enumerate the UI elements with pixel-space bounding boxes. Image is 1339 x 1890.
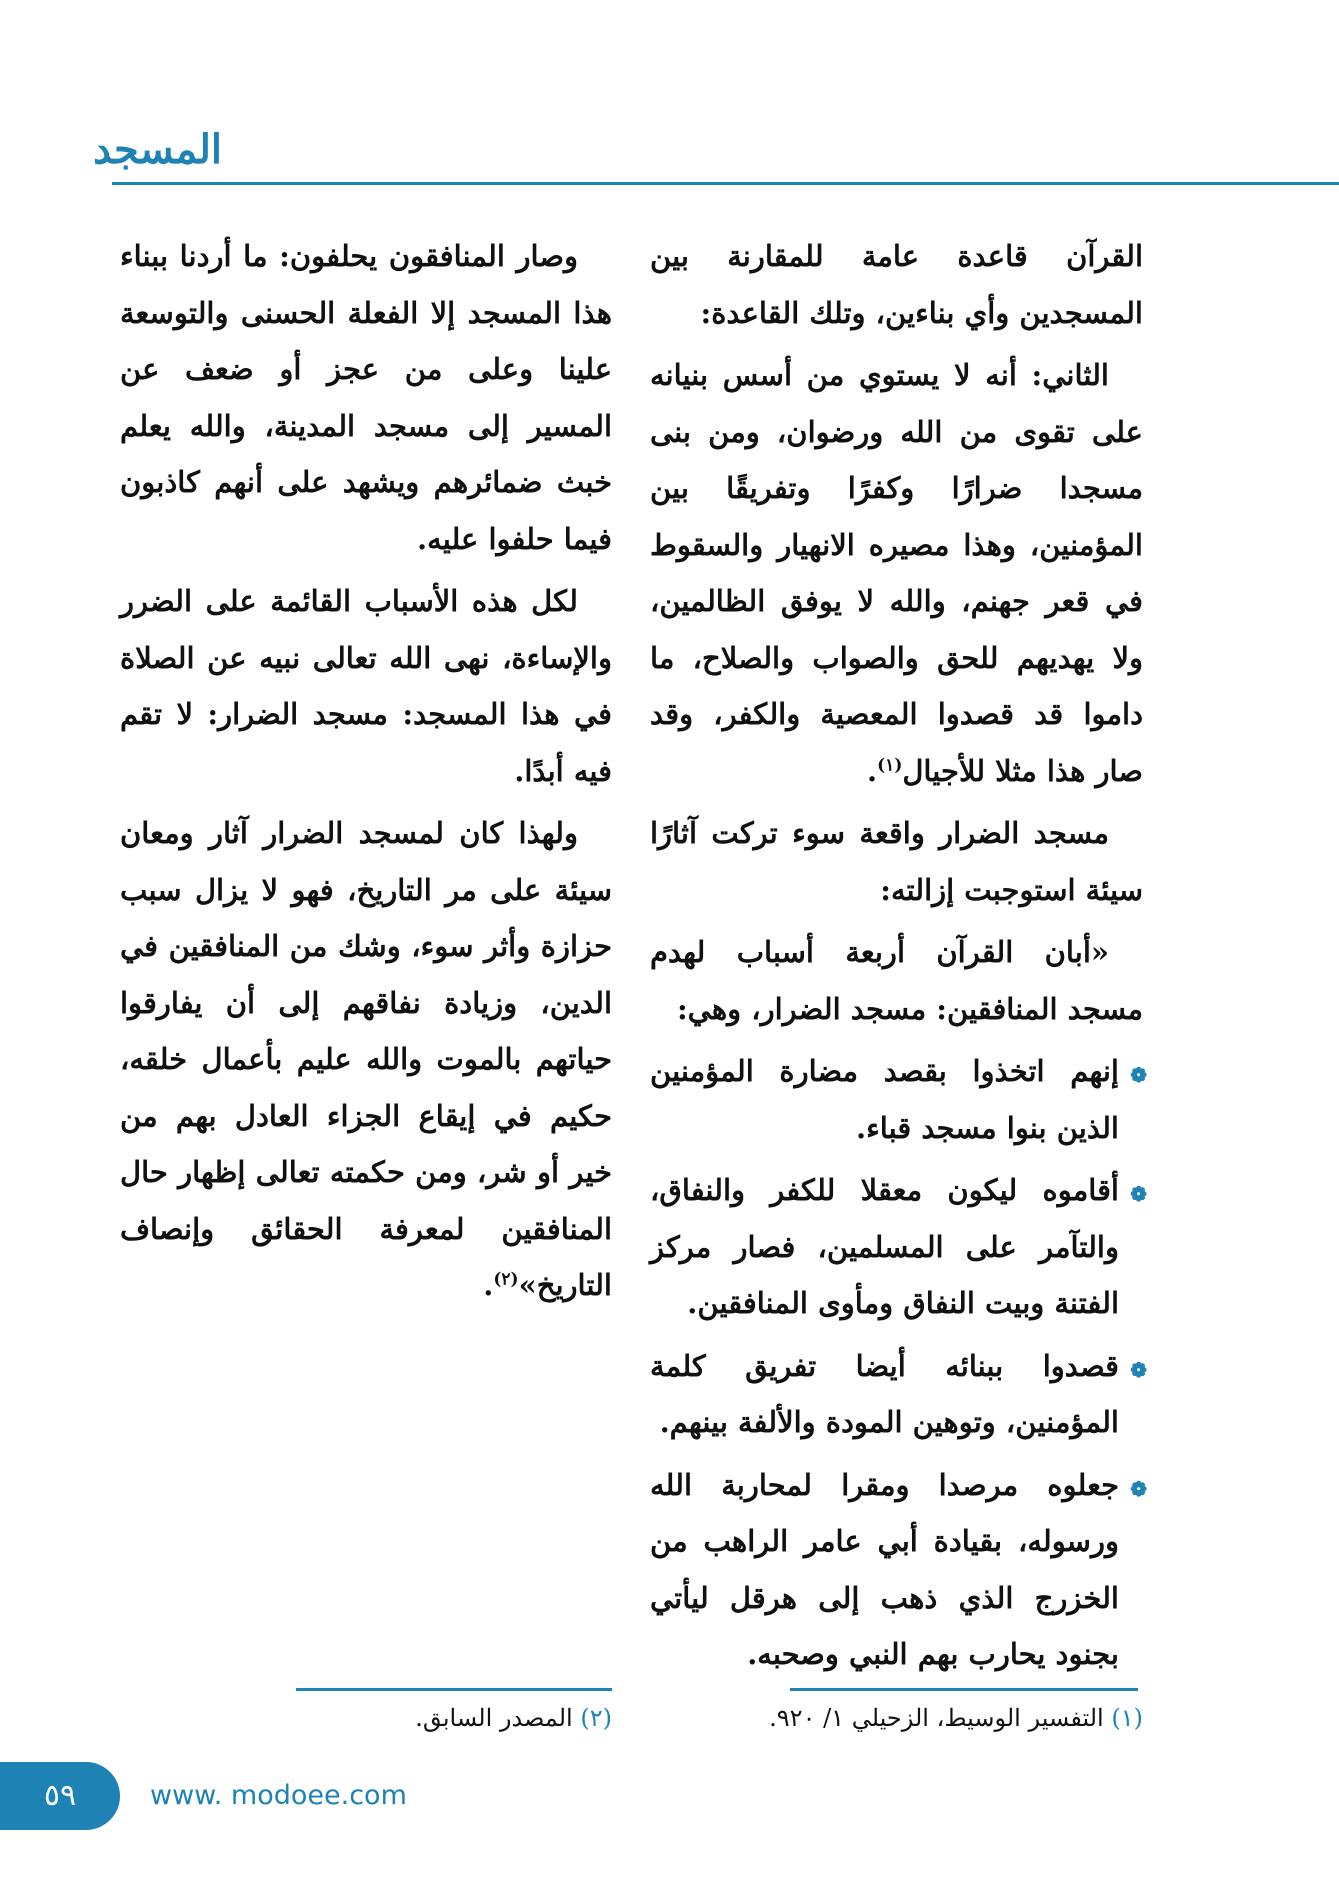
footnote-divider-left bbox=[296, 1688, 612, 1691]
paragraph-body: ولهذا كان لمسجد الضرار آثار ومعان سيئة على مر التاريخ، فهو لا يزال سبب حزازة وأثر سوء، وشك من المنافقين في الدين، وزيادة نفاقهم إلى أن يفارقوا حياتهم بالموت والله عليم بأعمال خلقه، حكيم في إيقاع الجزاء العادل بهم من خير أو شر، ومن حكمته تعالى إظهار حال المنافقين لمعرفة الحقائق وإنصاف التاريخ» bbox=[120, 816, 612, 1302]
left-column bbox=[120, 228, 612, 1320]
paragraph-body: أنه لا يستوي من أسس بنيانه على تقوى من الله ورضوان، ومن بنى مسجدا ضرارًا وكفرًا وتفريقًا بين المؤمنين، وهذا مصيره الانهيار والسقوط في قعر جهنم، والله لا يوفق الظالمين، ولا يهديهم للحق والصواب والصلاح، ما داموا قد قصدوا المعصية والكفر، وقد صار هذا مثلا للأجيال bbox=[650, 358, 1143, 788]
flower-bullet-icon: ❁ bbox=[1130, 1476, 1147, 1501]
list-item-text: قصدوا ببنائه أيضا تفريق كلمة المؤمنين، وتوهين المودة والألفة بينهم. bbox=[650, 1348, 1119, 1439]
flower-bullet-icon: ❁ bbox=[1130, 1182, 1147, 1206]
footnote-right bbox=[650, 1698, 1143, 1738]
list-item-text: إنهم اتخذوا بقصد مضارة المؤمنين الذين بنوا مسجد قباء. bbox=[650, 1054, 1119, 1145]
list-item bbox=[650, 1043, 1147, 1156]
left-paragraph-3 bbox=[120, 805, 612, 1314]
paragraph-lead: الثاني: bbox=[1031, 358, 1109, 392]
footnote-divider-right bbox=[790, 1688, 1138, 1691]
footnote-number: (٢) bbox=[580, 1704, 612, 1732]
page-number: ٥٩ bbox=[0, 1762, 120, 1830]
left-paragraph-1: وصار المنافقون يحلفون: ما أردنا ببناء هذا المسجد إلا الفعلة الحسنى والتوسعة علينا وعلى من عجز أو ضعف عن المسير إلى مسجد المدينة، والله يعلم خبث ضمائرهم ويشهد على أنهم كاذبون فيما حلفوا عليه. bbox=[120, 239, 612, 556]
footnote-number: (١) bbox=[1111, 1704, 1143, 1732]
header-rule bbox=[112, 182, 1339, 185]
reasons-list bbox=[650, 1043, 1147, 1683]
flower-bullet-icon: ❁ bbox=[1130, 1357, 1147, 1382]
footnote-text: التفسير الوسيط، الزحيلي ١/ ٩٢٠. bbox=[769, 1704, 1104, 1732]
footnote-ref-1[interactable]: (١) bbox=[877, 754, 903, 775]
book-logo: المسجد bbox=[93, 126, 222, 173]
paragraph-end: . bbox=[483, 1268, 494, 1302]
left-paragraph-2: لكل هذه الأسباب القائمة على الضرر والإساءة، نهى الله تعالى نبيه عن الصلاة في هذا المسجد: مسجد الضرار: لا تقم فيه أبدًا. bbox=[120, 584, 612, 788]
footnote-ref-2[interactable]: (٢) bbox=[493, 1269, 519, 1290]
flower-bullet-icon: ❁ bbox=[1130, 1063, 1147, 1087]
right-paragraph-3: مسجد الضرار واقعة سوء تركت آثارًا سيئة استوجبت إزالته: bbox=[650, 816, 1143, 907]
website-link[interactable]: www. modoee.com bbox=[150, 1780, 407, 1811]
footnote-text: المصدر السابق. bbox=[415, 1704, 573, 1732]
page-footer bbox=[0, 1762, 1339, 1832]
footnote-left bbox=[120, 1698, 612, 1738]
list-item bbox=[650, 1457, 1147, 1683]
right-paragraph-4: «أبان القرآن أربعة أسباب لهدم مسجد المنافقين: مسجد الضرار، وهي: bbox=[650, 935, 1143, 1026]
list-item-text: أقاموه ليكون معقلا للكفر والنفاق، والتآمر على المسلمين، فصار مركز الفتنة وبيت النفاق ومأوى المنافقين. bbox=[650, 1173, 1119, 1320]
list-item bbox=[650, 1338, 1147, 1451]
right-paragraph-1: القرآن قاعدة عامة للمقارنة بين المسجدين وأي بناءين، وتلك القاعدة: bbox=[650, 239, 1143, 330]
list-item-text: جعلوه مرصدا ومقرا لمحاربة الله ورسوله، بقيادة أبي عامر الراهب من الخزرج الذي ذهب إلى هرقل ليأتي بجنود يحارب بهم النبي وصحبه. bbox=[650, 1467, 1119, 1671]
right-paragraph-2 bbox=[650, 347, 1143, 799]
paragraph-end: . bbox=[867, 753, 878, 788]
list-item bbox=[650, 1162, 1147, 1332]
right-column bbox=[650, 228, 1147, 1689]
